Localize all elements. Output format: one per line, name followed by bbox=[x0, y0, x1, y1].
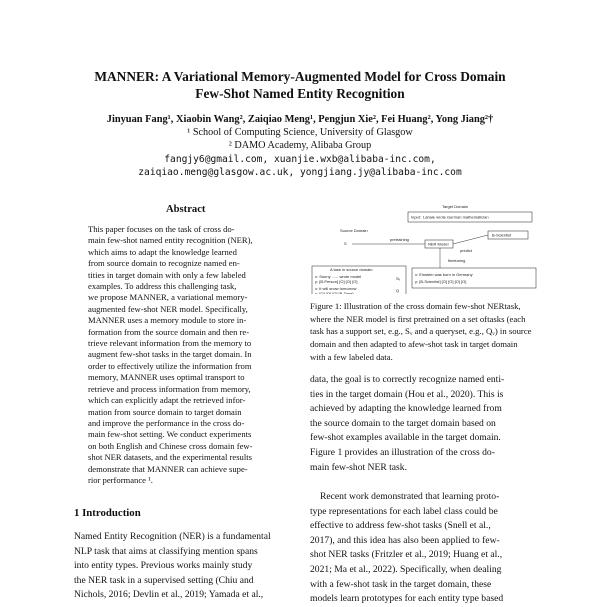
text-line: which aims to adapt the knowledge learned bbox=[88, 246, 237, 257]
target-task-box bbox=[412, 268, 536, 288]
text-line: the NER task in a supervised setting (Chiu and bbox=[74, 574, 254, 586]
affiliation-1: ¹ School of Computing Science, University of Glasgow bbox=[187, 127, 413, 138]
text-line: This paper focuses on the task of cross do- bbox=[88, 224, 235, 234]
text-line: main few-shot setting. We conduct experiments bbox=[88, 429, 252, 440]
finetuning-label: finetuning bbox=[448, 258, 466, 263]
predict-arrow bbox=[453, 235, 488, 244]
text-line: ties in the target domain (Hou et al., 2020). This is bbox=[310, 388, 504, 400]
source-y2: y: [O] [O] [O] [B-Time] bbox=[315, 291, 354, 294]
abstract-body bbox=[88, 224, 278, 486]
pretraining-label: pretraining bbox=[390, 237, 409, 242]
source-task-label: A task in source domain bbox=[330, 267, 373, 272]
text-line: on both English and Chinese cross domain few- bbox=[88, 440, 253, 451]
text-line: Figure 1: Illustration of the cross domain few-shot NER bbox=[310, 301, 505, 311]
text-line: 2017), and this idea has also been applied to few- bbox=[310, 534, 500, 546]
s-label: S bbox=[344, 241, 347, 246]
target-y: y: [B-Scientist] [O] [O] [O] [O] bbox=[415, 279, 467, 284]
source-support-symbol: Sᵥ bbox=[396, 276, 400, 281]
text-line: which can explicitly adapt the retrieved infor- bbox=[88, 395, 246, 406]
author-emails-2: zaiqiao.meng@glasgow.ac.uk, yongjiang.jy@alibaba-inc.com bbox=[138, 167, 462, 178]
text-line: the source domain to the target domain based on bbox=[310, 417, 496, 429]
text-line: task, where the NER model is first pretrained on a set of bbox=[310, 301, 521, 324]
paper-title bbox=[40, 68, 560, 102]
affiliation-2: ² DAMO Academy, Alibaba Group bbox=[228, 140, 372, 151]
text-line: set, e.g., Qᵥ) in source domain and then adapted to a bbox=[310, 326, 532, 350]
target-domain-label: Target Domain bbox=[442, 204, 469, 209]
source-x1: x: Sunny ...... wrote model bbox=[315, 274, 362, 279]
text-line: Nichols, 2016; Devlin et al., 2019; Yamada et al., bbox=[74, 589, 264, 601]
figure-1 bbox=[300, 204, 540, 294]
text-line: from source domain to recognize named en- bbox=[88, 258, 240, 269]
text-line: tities in target domain with only a few labeled bbox=[88, 269, 246, 280]
text-line: type representations for each label class could be bbox=[310, 505, 498, 517]
text-line: trieve relevant information from the memory to bbox=[88, 338, 252, 349]
text-line: rior performance ¹. bbox=[88, 474, 153, 485]
predict-label: predict bbox=[460, 248, 473, 253]
section-heading-introduction: 1 Introduction bbox=[74, 507, 141, 519]
text-line: examples. To address this challenging task, bbox=[88, 281, 237, 292]
text-line: models learn prototypes for each entity type based bbox=[310, 593, 504, 605]
paragraph-figure-intro bbox=[310, 373, 532, 475]
title-line-1: MANNER: A Variational Memory-Augmented Model for Cross Domain bbox=[94, 69, 506, 84]
text-line: with a few-shot task in the target domain, these bbox=[310, 578, 492, 590]
text-line: Recent work demonstrated that learning proto- bbox=[320, 491, 500, 502]
text-line: 2021; Ma et al., 2022). Specifically, when dealing bbox=[310, 563, 502, 575]
figure-1-diagram bbox=[300, 204, 540, 294]
text-line: effective to address few-shot tasks (Snell et al., bbox=[310, 520, 491, 532]
text-line: memory, MANNER uses optimal transport to bbox=[88, 372, 245, 383]
text-line: MANNER uses a memory module to store in- bbox=[88, 315, 247, 326]
text-line: main few-shot named entity recognition (NER), bbox=[88, 235, 253, 246]
source-query-symbol: Q bbox=[396, 288, 400, 293]
paragraph-prototypes bbox=[310, 490, 532, 607]
text-line: few-shot task in target domain with a few labeled data. bbox=[310, 339, 518, 362]
text-line: augmented few-shot NER model. Specifically, bbox=[88, 303, 248, 314]
text-line: demonstrate that MANNER can achieve supe- bbox=[88, 463, 248, 474]
title-line-2: Few-Shot Named Entity Recognition bbox=[195, 86, 405, 101]
ner-model-label: NER Model bbox=[428, 241, 449, 247]
target-x: x: Einstein was born in Germany bbox=[415, 272, 473, 277]
text-line: Named Entity Recognition (NER) is a fundamental bbox=[74, 531, 271, 542]
text-line: achieved by adapting the knowledge learned from bbox=[310, 403, 502, 415]
text-line: Figure 1 provides an illustration of the cross do- bbox=[310, 446, 495, 458]
target-input-label: Input: bbox=[411, 214, 422, 220]
source-y1: y: [B-Person] [O] [O] [O] bbox=[315, 279, 358, 284]
text-line: order to effectively utilize the information from bbox=[88, 360, 252, 371]
text-line: retrieve and process information from memory, bbox=[88, 383, 251, 394]
author-emails-1: fangjy6@gmail.com, xuanjie.wxb@alibaba-inc.com, bbox=[164, 154, 436, 165]
text-line: shot NER tasks (Fritzler et al., 2019; Huang et al., bbox=[310, 549, 503, 561]
text-line: augment few-shot tasks in the target domain. In bbox=[88, 349, 252, 360]
source-x2: x: It will snow tomorrow bbox=[315, 286, 357, 291]
text-line: we propose MANNER, a variational memory- bbox=[88, 292, 248, 303]
introduction-body bbox=[74, 530, 304, 603]
text-line: NLP task that aims at classifying mention spans bbox=[74, 545, 258, 557]
text-line: tasks (each task has a support set, e.g., Sᵥ and a query bbox=[310, 313, 526, 337]
target-input-text: Lahaie wrote German mathematician bbox=[423, 214, 489, 220]
text-line: into entity types. Previous works mainly study bbox=[74, 560, 253, 572]
text-line: shot NER datasets, and the experimental results bbox=[88, 452, 252, 463]
text-line: data, the goal is to correctly recognize named enti- bbox=[310, 374, 505, 385]
source-domain-label: Source Domain bbox=[340, 228, 368, 233]
b-scientist-label: B-Scientist bbox=[492, 232, 512, 238]
text-line: few-shot examples available in the target domain. bbox=[310, 432, 501, 444]
abstract-heading: Abstract bbox=[166, 204, 206, 215]
author-list: Jinyuan Fang¹, Xiaobin Wang², Zaiqiao Meng¹, Pengjun Xie², Fei Huang², Yong Jiang²† bbox=[106, 114, 494, 125]
text-line: main few-shot NER task. bbox=[310, 461, 407, 473]
text-line: and improve the performance in the cross do- bbox=[88, 417, 245, 428]
text-line: mation from source domain to target domain bbox=[88, 406, 242, 417]
text-line: formation from the source domain and then re- bbox=[88, 326, 250, 337]
figure-1-caption bbox=[310, 300, 532, 364]
